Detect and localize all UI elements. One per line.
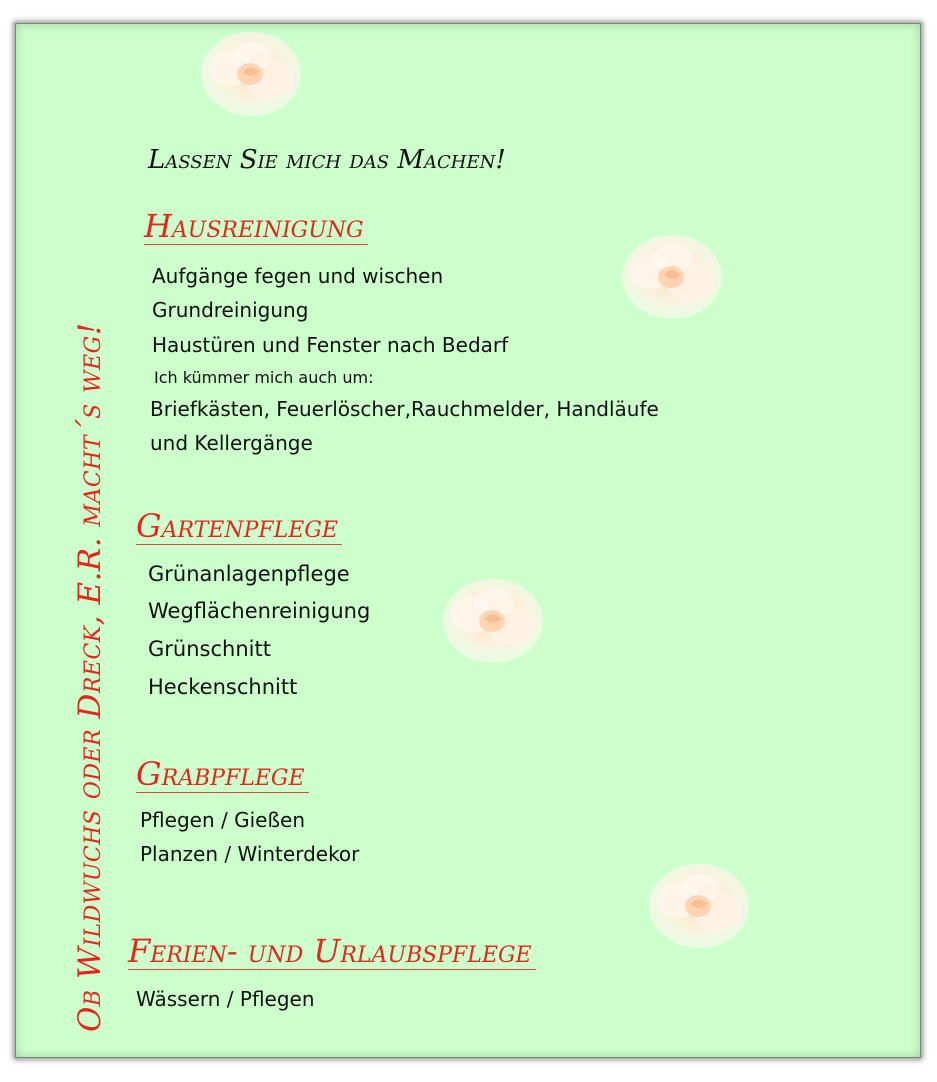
list-item: Grundreinigung: [152, 298, 309, 322]
list-item: Wegflächenreinigung: [148, 599, 371, 623]
list-item: Haustüren und Fenster nach Bedarf: [152, 333, 509, 357]
rose-icon: [198, 28, 304, 120]
section-heading-grabpflege: Grabpflege: [136, 756, 309, 793]
list-item: Pflegen / Gießen: [140, 808, 306, 832]
list-item: und Kellergänge: [150, 431, 313, 455]
section-heading-gartenpflege: Gartenpflege: [136, 508, 342, 545]
rose-icon: [646, 860, 752, 952]
list-item: Wässern / Pflegen: [136, 987, 315, 1011]
list-item: Aufgänge fegen und wischen: [152, 264, 444, 288]
list-item: Ich kümmer mich auch um:: [154, 368, 374, 387]
section-heading-hausreinigung: Hausreinigung: [144, 208, 368, 245]
list-item: Grünschnitt: [148, 637, 271, 661]
page-frame: [16, 24, 920, 1057]
rose-icon: [440, 575, 546, 667]
list-item: Planzen / Winterdekor: [140, 842, 360, 866]
list-item: Heckenschnitt: [148, 675, 298, 699]
rose-icon: [619, 231, 725, 323]
list-item: Grünanlagenpflege: [148, 562, 350, 586]
list-item: Briefkästen, Feuerlöscher,Rauchmelder, Handläufe: [150, 397, 659, 421]
section-heading-ferienpflege: Ferien- und Urlaubspflege: [128, 933, 536, 970]
side-slogan: Ob Wildwuchs oder Dreck, E.R. macht´s weg!: [72, 322, 108, 1032]
intro-heading: Lassen Sie mich das Machen!: [148, 145, 506, 175]
